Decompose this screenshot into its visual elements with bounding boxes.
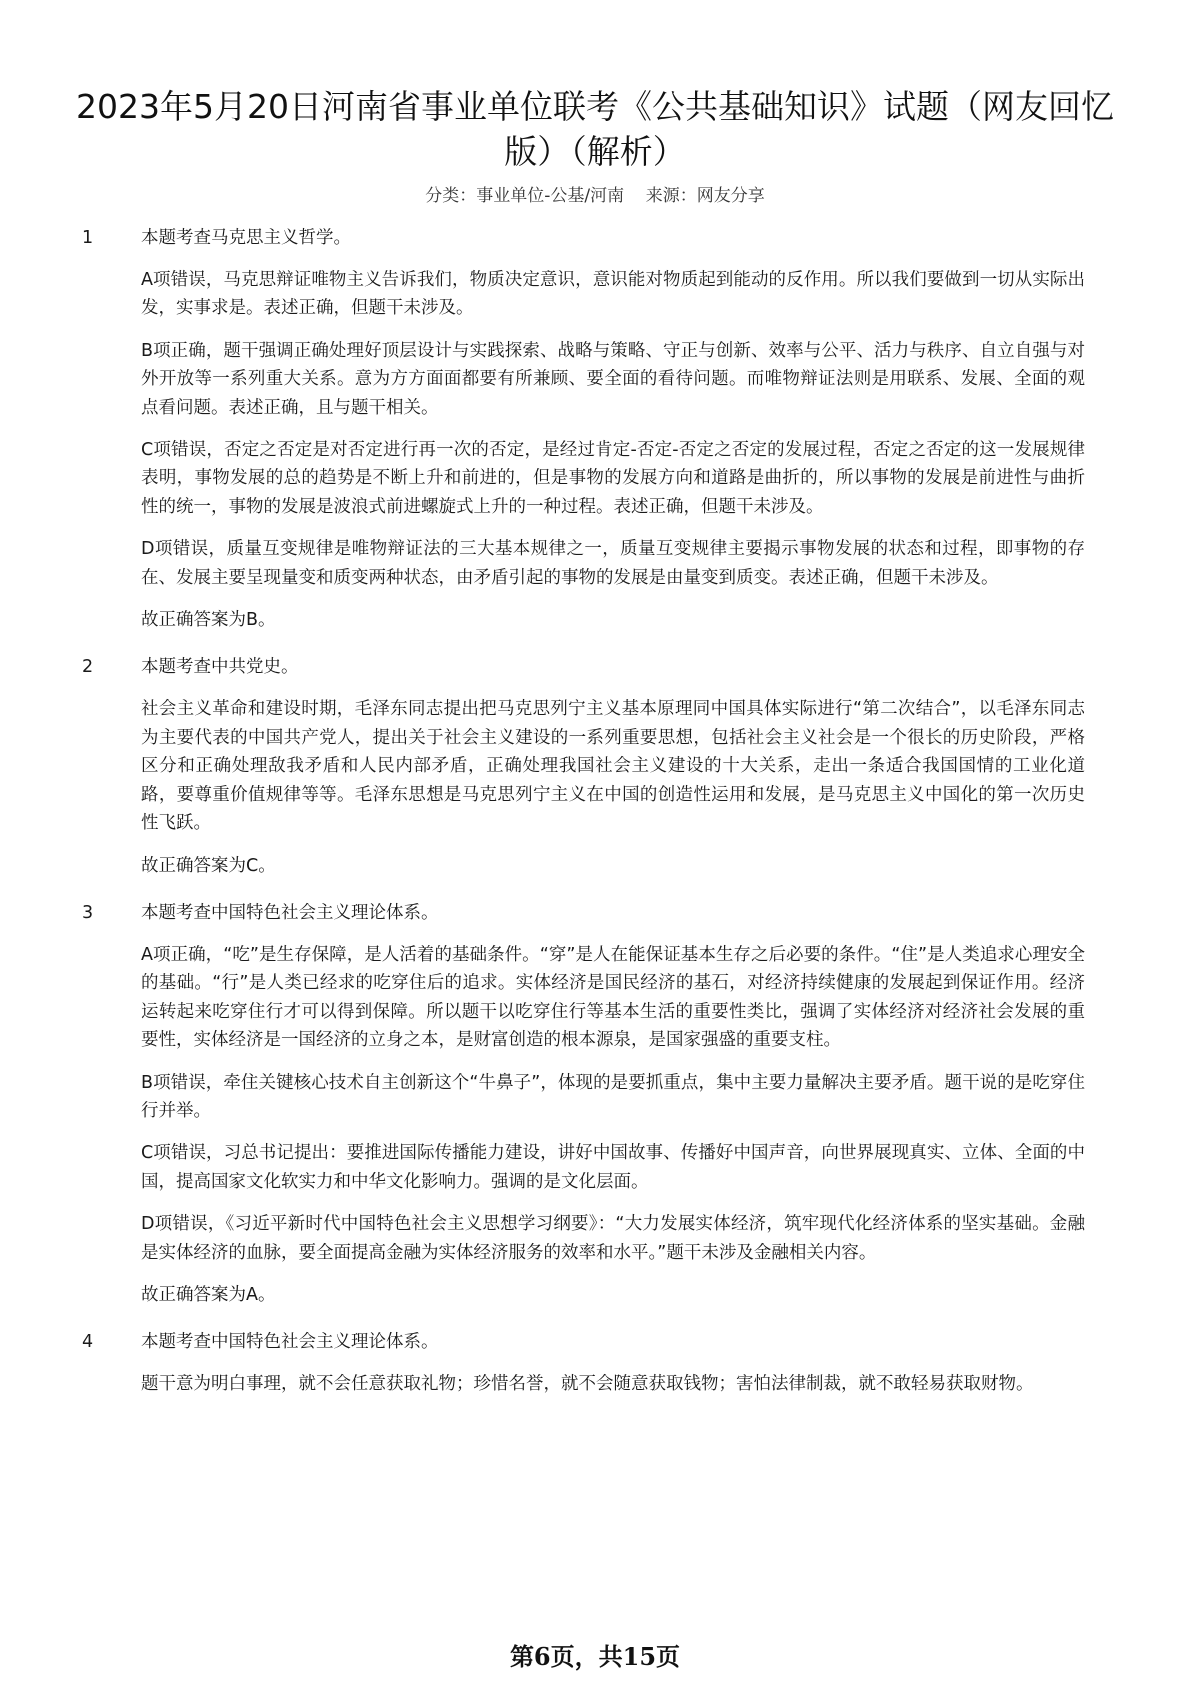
question-header [0,653,1190,681]
answer-line: 故正确答案为C。 [141,855,276,876]
question-header [0,899,1190,927]
option-d-analysis: D项错误，质量互变规律是唯物辩证法的三大基本规律之一，质量互变规律主要揭示事物发展的状态和过程，即事物的存在、发展主要呈现量变和质变两种状态，由矛盾引起的事物的发展是由量变到质变。表述正确，但题干未涉及。 [141,539,1085,588]
question-number: 4 [82,1332,94,1353]
explanation-paragraph: 社会主义革命和建设时期，毛泽东同志提出把马克思列宁主义基本原理同中国具体实际进行“第二次结合”，以毛泽东同志为主要代表的中国共产党人，提出关于社会主义建设的一系列重要思想，包括社会主义社会是一个很长的历史阶段，严格区分和正确处理敌我矛盾和人民内部矛盾，正确处理我国社会主义建设的十大关系，走出一条适合我国国情的工业化道路，要尊重价值规律等等。毛泽东思想是马克思列宁主义在中国的创造性运用和发展，是马克思主义中国化的第一次历史性飞跃。 [141,699,1085,834]
option-d-analysis: D项错误，《习近平新时代中国特色社会主义思想学习纲要》：“大力发展实体经济，筑牢现代化经济体系的坚实基础。金融是实体经济的血脉，要全面提高金融为实体经济服务的效率和水平。”题干未涉及金融相关内容。 [141,1214,1085,1263]
question-topic: 本题考查中国特色社会主义理论体系。 [141,1332,439,1353]
option-c-analysis: C项错误，否定之否定是对否定进行再一次的否定，是经过肯定-否定-否定之否定的发展过程，否定之否定的这一发展规律表明，事物发展的总的趋势是不断上升和前进的，但是事物的发展方向和道路是曲折的，所以事物的发展是前进性与曲折性的统一，事物的发展是波浪式前进螺旋式上升的一种过程。表述正确，但题干未涉及。 [141,440,1085,517]
question-4 [0,1328,1190,1398]
option-a-analysis: A项正确，“吃”是生存保障，是人活着的基础条件。“穿”是人在能保证基本生存之后必要的条件。“住”是人类追求心理安全的基础。“行”是人类已经求的吃穿住后的追求。实体经济是国民经济的基石，对经济持续健康的发展起到保证作用。经济运转起来吃穿住行才可以得到保障。所以题干以吃穿住行等基本生活的重要性类比，强调了实体经济对经济社会发展的重要性，实体经济是一国经济的立身之本，是财富创造的根本源泉，是国家强盛的重要支柱。 [141,944,1085,1051]
question-number: 1 [82,228,94,248]
option-a-analysis: A项错误，马克思辩证唯物主义告诉我们，物质决定意识，意识能对物质起到能动的反作用。所以我们要做到一切从实际出发，实事求是。表述正确，但题干未涉及。 [141,270,1085,319]
question-number: 3 [82,902,94,923]
question-header [0,224,1190,252]
document-meta: 分类：事业单位-公基/河南 来源：网友分享 [425,186,765,206]
question-3 [0,899,1190,1309]
question-2 [0,653,1190,879]
answer-line: 故正确答案为A。 [141,1284,276,1305]
explanation-paragraph: 题干意为明白事理，就不会任意获取礼物；珍惜名誉，就不会随意获取钱物；害怕法律制裁，就不敢轻易获取财物。 [141,1374,1034,1395]
option-b-analysis: B项错误，牵住关键核心技术自主创新这个“牛鼻子”，体现的是要抓重点，集中主要力量解决主要矛盾。题干说的是吃穿住行并举。 [141,1072,1085,1121]
answer-line: 故正确答案为B。 [141,610,276,631]
option-b-analysis: B项正确，题干强调正确处理好顶层设计与实践探索、战略与策略、守正与创新、效率与公平、活力与秩序、自立自强与对外开放等一系列重大关系。意为方方面面都要有所兼顾、要全面的看待问题。而唯物辩证法则是用联系、发展、全面的观点看问题。表述正确，且与题干相关。 [141,340,1085,418]
page-number: 第6页，共15页 [509,1642,681,1671]
question-header [0,1328,1190,1356]
question-list [0,224,1190,1418]
question-topic: 本题考查中国特色社会主义理论体系。 [141,902,439,923]
option-c-analysis: C项错误，习总书记提出：要推进国际传播能力建设，讲好中国故事、传播好中国声音，向世界展现真实、立体、全面的中国，提高国家文化软实力和中华文化影响力。强调的是文化层面。 [141,1143,1085,1192]
question-topic: 本题考查马克思主义哲学。 [141,228,351,248]
question-number: 2 [82,657,94,678]
document-title: 2023年5月20日河南省事业单位联考《公共基础知识》试题（网友回忆版）（解析） [76,87,1114,171]
question-1 [0,224,1190,634]
question-topic: 本题考查中共党史。 [141,657,299,678]
